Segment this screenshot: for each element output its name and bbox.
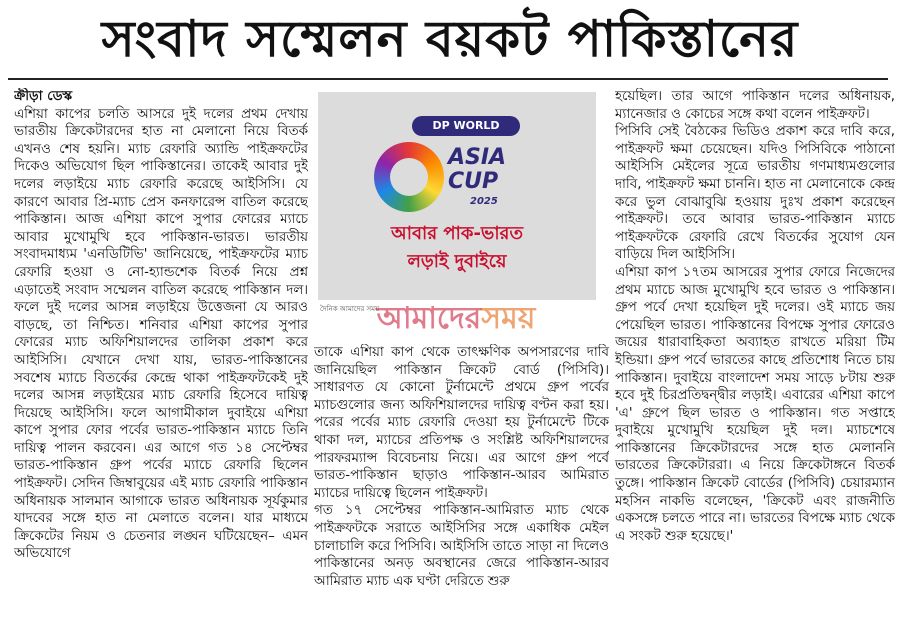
- promo-headline: আবার পাক-ভারত লড়াই দুবাইয়ে: [391, 223, 523, 272]
- brand-part-2: সময়: [481, 301, 536, 336]
- article-column-middle: [314, 344, 609, 618]
- promo-credit: দৈনিক আমাদের সময়: [320, 305, 380, 313]
- article-paragraph: হয়েছিল। তার আগে পাকিস্তান দলের অধিনায়ক, ম্যানেজার ও কোচের সঙ্গে কথা বলেন পাইক্রফট।: [615, 89, 895, 122]
- asia-cup-logo-text: ASIA CUP: [448, 145, 507, 194]
- headline-rule: [8, 78, 888, 80]
- article-paragraph: এশিয়া কাপের চলতি আসরে দুই দলের প্রথম দেখায় ভারতীয় ক্রিকেটারদের হাত না মেলানো নিয়ে বিতর্ক এখনও শেষ হয়নি। ম্যাচ রেফারি অ্যান্ডি পাইক্রফটের দিকেও অভিযোগ ছিল পাকিস্তানের। তাকেই আবার দুই দলের লড়াইয়ে ম্যাচ রেফারি করেছে আইসিসি। যে কারণে আবার প্রি-ম্যাচ প্রেস কনফারেন্স বাতিল করেছে পাকিস্তান। আজ এশিয়া কাপে সুপার ফোরের ম্যাচে আবার মুখোমুখি হবে পাকিস্তান-ভারত। ভারতীয় সংবাদমাধ্যম 'এনডিটিভি' জানিয়েছে, পাইক্রফটের ম্যাচ রেফারি হওয়া ও নো-হ্যান্ডশেক বিতর্ক নিয়ে প্রশ্ন এড়াতেই সংবাদ সম্মেলন বাতিল করেছে পাকিস্তান দল। ফলে দুই দলের আসন্ন লড়াইয়ে উত্তেজনা যে আরও বাড়ছে, তা নিশ্চিত। শনিবার এশিয়া কাপের সুপার ফোরের ম্যাচ অফিশিয়ালদের তালিকা প্রকাশ করে আইসিসি। যেখানে দেখা যায়, ভারত-পাকিস্তানের সবশেষ ম্যাচে বিতর্কের কেন্দ্রে থাকা পাইক্রফটকেই দুই দলের আসন্ন লড়াইয়ের ম্যাচ রেফারি হিসেবে দায়িত্ব দিয়েছে আইসিসি। ফলে আগামীকাল দুবাইয়ে এশিয়া কাপে সুপার ফোর পর্বের ভারত-পাকিস্তান ম্যাচে তিনি দায়িত্ব পালন করবেন। এর আগে গত ১৪ সেপ্টেম্বর ভারত-পাকিস্তান গ্রুপ পর্বের ম্যাচে রেফারি ছিলেন পাইক্রফট। সেদিন জিম্বাবুয়ের এই ম্যাচ রেফারি পাকিস্তান অধিনায়ক সালমান আগাকে ভারত অধিনায়ক সূর্যকুমার যাদবের সঙ্গে হাত না মেলাতে বলেন। যার মাধ্যমে ক্রিকেটের নিয়ম ও চেতনার লঙ্ঘন ঘটিয়েছেন– এমন অভিযোগে: [14, 106, 308, 562]
- byline: ক্রীড়া ডেস্ক: [14, 89, 73, 104]
- asia-cup-logo: [374, 140, 544, 212]
- newspaper-brand-watermark: [336, 300, 576, 338]
- article-paragraph: পিসিবি সেই বৈঠকের ভিডিও প্রকাশ করে দাবি করে, পাইক্রফট ক্ষমা চেয়েছেন। যদিও পিসিবিকে পাঠানো আইসিসি মেইলের সূত্রে ভারতীয় গণমাধ্যমগুলোর দাবি, পাইক্রফট ক্ষমা চাননি। হাত না মেলানোকে কেন্দ্র করে ভুল বোঝাবুঝি হওয়ায় দুঃখ প্রকাশ করেছেন পাইক্রফট। তবে আবার ভারত-পাকিস্তান ম্যাচে পাইক্রফটকে রেফারি রেখে বিতর্কের সুযোগ যেন বাড়িয়ে দিল আইসিসি।: [615, 124, 895, 263]
- asia-cup-color-wheel-icon: [374, 142, 444, 212]
- article-paragraph: গত ১৭ সেপ্টেম্বর পাকিস্তান-আমিরাত ম্যাচ থেকে পাইক্রফটকে সরাতে আইসিসির সঙ্গে একাধিক মেইল চালাচালি করে পিসিবি। আইসিসি তাতে সাড়া না দিলেও পাকিস্তানের অনড় অবস্থানের জেরে পাকিস্তান-আরব আমিরাত ম্যাচ এক ঘণ্টা দেরিতে শুরু: [314, 503, 609, 589]
- brand-part-1: আমাদের: [376, 301, 482, 336]
- article-paragraph: তাকে এশিয়া কাপ থেকে তাৎক্ষণিক অপসারণের দাবি জানিয়েছিল পাকিস্তান ক্রিকেট বোর্ড (পিসিবি)। সাধারণত যে কোনো টুর্নামেন্টে প্রথমে গ্রুপ পর্বের ম্যাচগুলোর জন্য অফিশিয়ালদের দায়িত্ব বণ্টন করা হয়। পরের পর্বের ম্যাচ রেফারি দেওয়া হয় টুর্নামেন্টে টিকে থাকা দল, ম্যাচের প্রতিপক্ষ ও সংশ্লিষ্ট অফিশিয়ালদের পারফরম্যান্স বিবেচনায় নিয়ে। এর আগে গ্রুপ পর্বে ভারত-পাকিস্তান ছাড়াও পাকিস্তান-আরব আমিরাত ম্যাচের দায়িত্বে ছিলেন পাইক্রফট।: [314, 345, 609, 501]
- article-column-right: [615, 88, 895, 618]
- asia-cup-logo-year: 2025: [470, 196, 498, 207]
- article-column-left: [14, 88, 308, 618]
- headline: সংবাদ সম্মেলন বয়কট পাকিস্তানের: [101, 10, 799, 68]
- dp-world-badge: DP WORLD: [412, 116, 520, 136]
- asia-cup-promo-graphic: [318, 92, 596, 300]
- article-paragraph: এশিয়া কাপ ১৭তম আসরের সুপার ফোরে নিজেদের প্রথম ম্যাচে আজ মুখোমুখি হবে ভারত ও পাকিস্তান। গ্রুপ পর্বে দেখা হয়েছিল দুই দলের। ওই ম্যাচে জয় পেয়েছিল ভারত। পাকিস্তানের বিপক্ষে সুপার ফোরেও জয়ের ধারাবাহিকতা অব্যাহত রাখতে মরিয়া টিম ইন্ডিয়া। গ্রুপ পর্বে ভারতের কাছে প্রতিশোধ নিতে চায় পাকিস্তান। দুবাইয়ে বাংলাদেশ সময় সাড়ে ৮টায় শুরু হবে দুই চিরপ্রতিদ্বন্দ্বীর লড়াই। এবারের এশিয়া কাপে 'এ' গ্রুপে ছিল ভারত ও পাকিস্তান। গত সপ্তাহে দুবাইয়ে মুখোমুখি হয়েছিল দুই দল। ম্যাচশেষে পাকিস্তানের ক্রিকেটারদের সঙ্গে হাত মেলাননি ভারতের ক্রিকেটাররা। এ নিয়ে ক্রিকেটাঙ্গনে বিতর্ক তুঙ্গে। পাকিস্তান ক্রিকেট বোর্ডের (পিসিবি) চেয়ারম্যান মহসিন নাকভি বলেছেন, 'ক্রিকেট এবং রাজনীতি একসঙ্গে চলতে পারে না। ভারতের বিপক্ষে ম্যাচ থেকে এ সংকট শুরু হয়েছে।': [615, 264, 895, 544]
